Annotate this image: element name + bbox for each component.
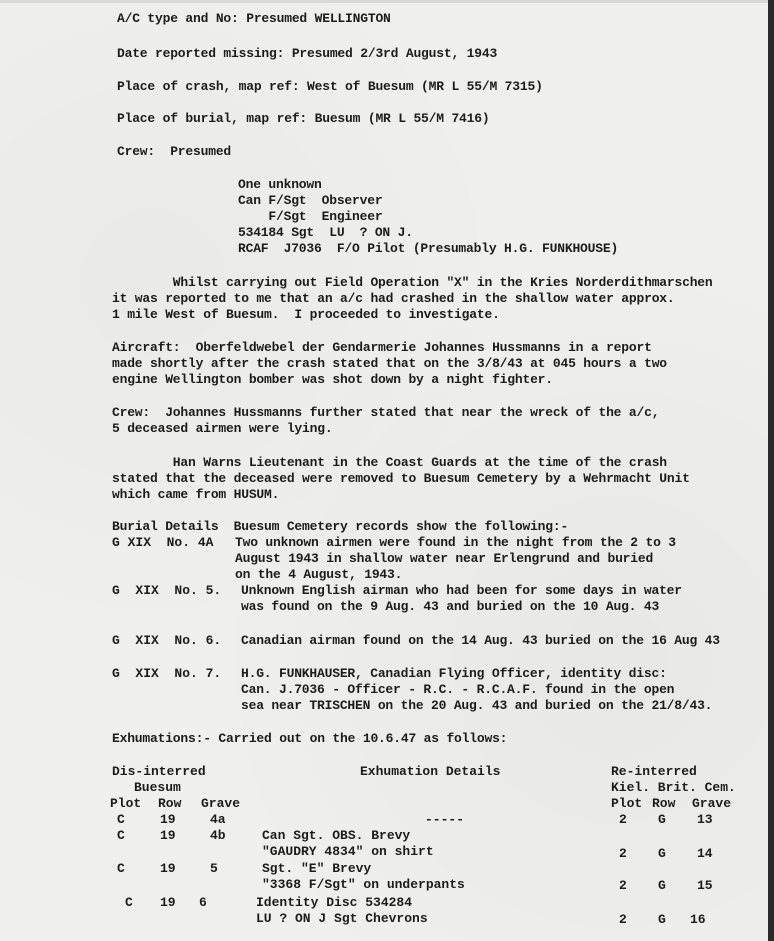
new-plot: 2	[619, 812, 627, 827]
col-reinterred: Re-interred	[611, 764, 697, 779]
para-coast-guard: stated that the deceased were removed to Buesum Cemetery by a Wehrmacht Unit	[112, 471, 690, 486]
exhum-grave: 5	[210, 861, 218, 876]
burial-ref: G XIX No. 5.	[112, 583, 222, 598]
exhum-plot: C	[117, 828, 125, 843]
burial-text: Canadian airman found on the 14 Aug. 43 buried on the 16 Aug 43	[241, 633, 720, 648]
new-plot: 2	[619, 912, 627, 927]
sub-plot: Plot	[110, 796, 142, 811]
new-grave: 14	[697, 846, 713, 861]
burial-heading: Burial Details Buesum Cemetery records show the following:-	[112, 519, 569, 534]
place-burial-line: Place of burial, map ref: Buesum (MR L 55/M 7416)	[117, 111, 490, 126]
new-grave: 13	[697, 812, 713, 827]
para-operation: it was reported to me that an a/c had crashed in the shallow water approx.	[112, 291, 675, 306]
new-row: G	[658, 812, 666, 827]
burial-text: H.G. FUNKHAUSER, Canadian Flying Officer, identity disc:	[241, 666, 667, 681]
date-missing-line: Date reported missing: Presumed 2/3rd August, 1943	[117, 46, 498, 61]
crew-member: F/Sgt Engineer	[238, 209, 383, 224]
crew-label-line: Crew: Presumed	[117, 144, 232, 159]
sub-grave: Grave	[201, 796, 241, 811]
burial-text: Can. J.7036 - Officer - R.C. - R.C.A.F. found in the open	[241, 682, 675, 697]
exhum-row: 19	[160, 828, 176, 843]
exhum-details: "3368 F/Sgt" on underpants	[262, 877, 465, 892]
crew-member: One unknown	[238, 177, 322, 192]
para-crew: 5 deceased airmen were lying.	[112, 421, 333, 436]
para-operation: Whilst carrying out Field Operation "X" in the Kries Norderdithmarschen	[112, 275, 713, 290]
para-operation: 1 mile West of Buesum. I proceeded to investigate.	[112, 307, 500, 322]
sub-row-new: Row	[652, 796, 676, 811]
new-grave: 16	[690, 912, 706, 927]
burial-ref: G XIX No. 7.	[112, 666, 222, 681]
exhum-grave: 4b	[210, 828, 226, 843]
para-coast-guard: which came from HUSUM.	[112, 487, 280, 502]
para-aircraft: made shortly after the crash stated that on the 3/8/43 at 045 hours a two	[112, 356, 667, 371]
col-buesum: Buesum	[134, 780, 181, 795]
ac-type-line: A/C type and No: Presumed WELLINGTON	[117, 11, 391, 26]
exhum-plot: C	[117, 861, 125, 876]
place-crash-line: Place of crash, map ref: West of Buesum (MR L 55/M 7315)	[117, 79, 543, 94]
para-aircraft: Aircraft: Oberfeldwebel der Gendarmerie Johannes Hussmanns in a report	[112, 340, 652, 355]
new-row: G	[658, 878, 666, 893]
crew-member: RCAF J7036 F/O Pilot (Presumably H.G. FUNKHOUSE)	[238, 241, 619, 256]
exhum-details: -----	[425, 812, 465, 827]
burial-text: sea near TRISCHEN on the 20 Aug. 43 and buried on the 21/8/43.	[241, 698, 713, 713]
exhum-details: Identity Disc 534284	[256, 895, 413, 910]
sub-plot-new: Plot	[611, 796, 643, 811]
exhum-details: "GAUDRY 4834" on shirt	[262, 844, 434, 859]
sub-row: Row	[158, 796, 182, 811]
new-plot: 2	[619, 846, 627, 861]
exhum-row: 19	[160, 861, 176, 876]
col-disinterred: Dis-interred	[112, 764, 206, 779]
burial-text: Two unknown airmen were found in the night from the 2 to 3	[235, 535, 676, 550]
col-kiel: Kiel. Brit. Cem.	[611, 780, 736, 795]
new-plot: 2	[619, 878, 627, 893]
para-aircraft: engine Wellington bomber was shot down by a night fighter.	[112, 372, 553, 387]
page-edge	[0, 0, 768, 3]
exhum-details: Sgt. "E" Brevy	[262, 861, 372, 876]
burial-text: Unknown English airman who had been for some days in water	[241, 583, 682, 598]
sub-grave-new: Grave	[692, 796, 732, 811]
burial-text: on the 4 August, 1943.	[235, 567, 403, 582]
exhum-details: Can Sgt. OBS. Brevy	[262, 828, 411, 843]
new-row: G	[658, 846, 666, 861]
burial-ref: G XIX No. 4A	[112, 535, 214, 550]
crew-member: 534184 Sgt LU ? ON J.	[238, 225, 413, 240]
para-crew: Crew: Johannes Hussmanns further stated that near the wreck of the a/c,	[112, 405, 660, 420]
col-exhumation-details: Exhumation Details	[360, 764, 501, 779]
exhum-plot: C	[125, 895, 133, 910]
new-grave: 15	[697, 878, 713, 893]
crew-member: Can F/Sgt Observer	[238, 193, 383, 208]
exhum-grave: 4a	[210, 812, 226, 827]
burial-text: August 1943 in shallow water near Erlengrund and buried	[235, 551, 654, 566]
burial-text: was found on the 9 Aug. 43 and buried on the 10 Aug. 43	[241, 599, 660, 614]
burial-ref: G XIX No. 6.	[112, 633, 222, 648]
para-coast-guard: Han Warns Lieutenant in the Coast Guards at the time of the crash	[112, 455, 667, 470]
new-row: G	[658, 912, 666, 927]
exhum-row: 19	[160, 895, 176, 910]
exhum-plot: C	[117, 812, 125, 827]
exhum-details: LU ? ON J Sgt Chevrons	[256, 911, 428, 926]
exhum-grave: 6	[199, 895, 207, 910]
exhumations-heading: Exhumations:- Carried out on the 10.6.47 as follows:	[112, 731, 508, 746]
exhum-row: 19	[160, 812, 176, 827]
